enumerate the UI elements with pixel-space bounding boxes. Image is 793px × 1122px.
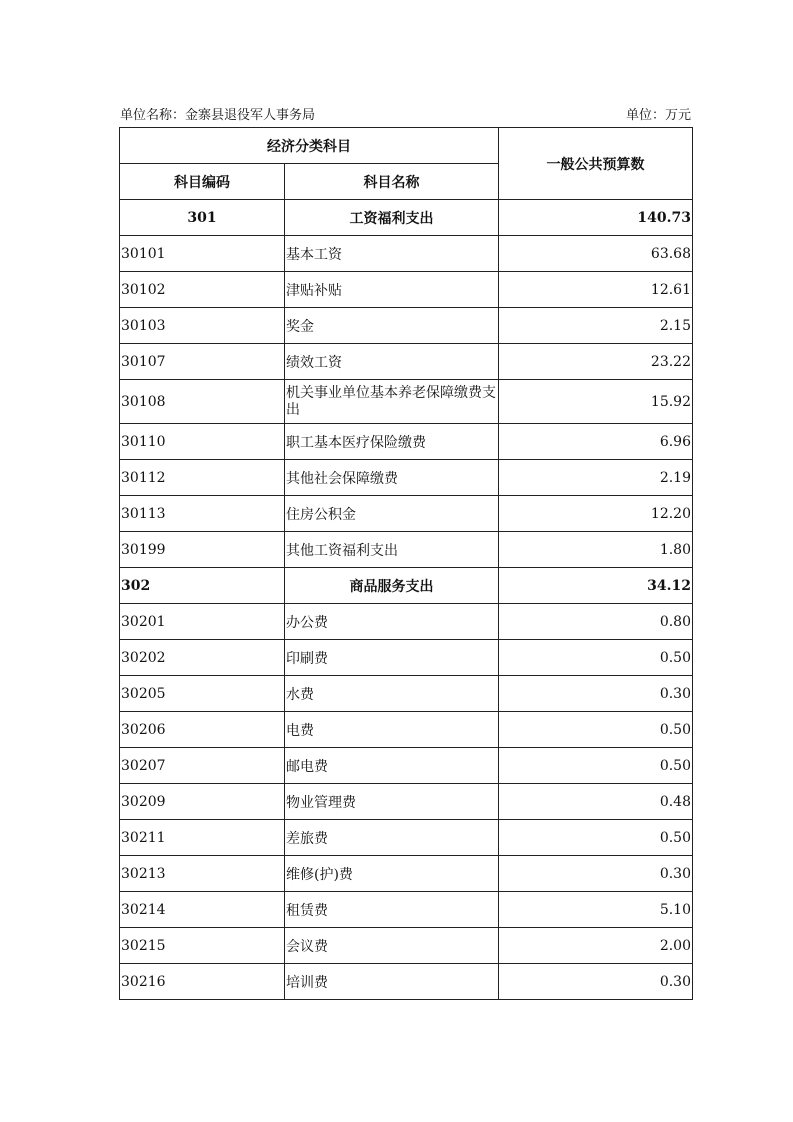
unit-name-label: 单位名称：金寨县退役军人事务局 bbox=[120, 108, 316, 123]
row-code: 30207 bbox=[120, 748, 285, 784]
row-name: 会议费 bbox=[285, 928, 499, 964]
row-name: 机关事业单位基本养老保障缴费支出 bbox=[285, 380, 499, 424]
row-name: 印刷费 bbox=[285, 640, 499, 676]
row-code: 30209 bbox=[120, 784, 285, 820]
row-amount: 12.61 bbox=[499, 272, 693, 308]
row-code: 30112 bbox=[120, 460, 285, 496]
row-code: 30215 bbox=[120, 928, 285, 964]
table-row bbox=[120, 820, 693, 856]
table-row bbox=[120, 784, 693, 820]
row-amount: 12.20 bbox=[499, 496, 693, 532]
table-row bbox=[120, 532, 693, 568]
row-name: 奖金 bbox=[285, 308, 499, 344]
row-name: 水费 bbox=[285, 676, 499, 712]
row-name: 物业管理费 bbox=[285, 784, 499, 820]
row-name: 绩效工资 bbox=[285, 344, 499, 380]
unit-label: 单位：万元 bbox=[625, 108, 691, 123]
row-name: 租赁费 bbox=[285, 892, 499, 928]
row-amount: 0.50 bbox=[499, 712, 693, 748]
row-amount: 63.68 bbox=[499, 236, 693, 272]
table-row bbox=[120, 676, 693, 712]
row-amount: 0.80 bbox=[499, 604, 693, 640]
table-row bbox=[120, 928, 693, 964]
row-code: 30216 bbox=[120, 964, 285, 1000]
table-row bbox=[120, 424, 693, 460]
row-amount: 0.48 bbox=[499, 784, 693, 820]
row-name: 其他社会保障缴费 bbox=[285, 460, 499, 496]
row-amount: 1.80 bbox=[499, 532, 693, 568]
table-row bbox=[120, 496, 693, 532]
row-amount: 2.15 bbox=[499, 308, 693, 344]
table-row bbox=[120, 640, 693, 676]
row-amount: 6.96 bbox=[499, 424, 693, 460]
table-row bbox=[120, 308, 693, 344]
table-row bbox=[120, 380, 693, 424]
table-row-category bbox=[120, 200, 693, 236]
row-code: 30211 bbox=[120, 820, 285, 856]
row-amount: 0.50 bbox=[499, 748, 693, 784]
row-name: 维修(护)费 bbox=[285, 856, 499, 892]
row-code: 30108 bbox=[120, 380, 285, 424]
table-row bbox=[120, 892, 693, 928]
row-amount: 0.30 bbox=[499, 676, 693, 712]
table-row bbox=[120, 344, 693, 380]
row-amount: 0.30 bbox=[499, 964, 693, 1000]
row-code: 30205 bbox=[120, 676, 285, 712]
table-row bbox=[120, 712, 693, 748]
row-code: 30201 bbox=[120, 604, 285, 640]
row-code: 30213 bbox=[120, 856, 285, 892]
row-code: 30214 bbox=[120, 892, 285, 928]
row-code: 30113 bbox=[120, 496, 285, 532]
row-amount: 0.30 bbox=[499, 856, 693, 892]
row-code: 30110 bbox=[120, 424, 285, 460]
row-code: 30199 bbox=[120, 532, 285, 568]
table-row-category bbox=[120, 568, 693, 604]
table-row bbox=[120, 460, 693, 496]
row-code: 302 bbox=[120, 568, 285, 604]
row-name: 电费 bbox=[285, 712, 499, 748]
row-amount: 15.92 bbox=[499, 380, 693, 424]
subject-code-header: 科目编码 bbox=[120, 164, 285, 200]
row-code: 30101 bbox=[120, 236, 285, 272]
subject-name-header: 科目名称 bbox=[285, 164, 499, 200]
table-row bbox=[120, 856, 693, 892]
row-code: 30202 bbox=[120, 640, 285, 676]
row-code: 301 bbox=[120, 200, 285, 236]
row-amount: 0.50 bbox=[499, 640, 693, 676]
row-name: 住房公积金 bbox=[285, 496, 499, 532]
row-code: 30206 bbox=[120, 712, 285, 748]
row-name: 其他工资福利支出 bbox=[285, 532, 499, 568]
row-amount: 2.19 bbox=[499, 460, 693, 496]
row-name: 商品服务支出 bbox=[285, 568, 499, 604]
row-name: 办公费 bbox=[285, 604, 499, 640]
table-row bbox=[120, 604, 693, 640]
row-code: 30107 bbox=[120, 344, 285, 380]
row-amount: 0.50 bbox=[499, 820, 693, 856]
row-name: 邮电费 bbox=[285, 748, 499, 784]
row-name: 职工基本医疗保险缴费 bbox=[285, 424, 499, 460]
row-amount: 5.10 bbox=[499, 892, 693, 928]
table-row bbox=[120, 272, 693, 308]
row-name: 培训费 bbox=[285, 964, 499, 1000]
row-amount: 140.73 bbox=[499, 200, 693, 236]
table-row bbox=[120, 236, 693, 272]
row-name: 津贴补贴 bbox=[285, 272, 499, 308]
general-budget-header: 一般公共预算数 bbox=[499, 128, 693, 200]
row-amount: 2.00 bbox=[499, 928, 693, 964]
table-header-row bbox=[120, 128, 693, 164]
row-name: 工资福利支出 bbox=[285, 200, 499, 236]
row-name: 基本工资 bbox=[285, 236, 499, 272]
row-code: 30103 bbox=[120, 308, 285, 344]
row-code: 30102 bbox=[120, 272, 285, 308]
row-amount: 34.12 bbox=[499, 568, 693, 604]
budget-table bbox=[119, 127, 693, 1000]
table-row bbox=[120, 964, 693, 1000]
table-row bbox=[120, 748, 693, 784]
row-name: 差旅费 bbox=[285, 820, 499, 856]
row-amount: 23.22 bbox=[499, 344, 693, 380]
economic-classification-header: 经济分类科目 bbox=[120, 128, 499, 164]
